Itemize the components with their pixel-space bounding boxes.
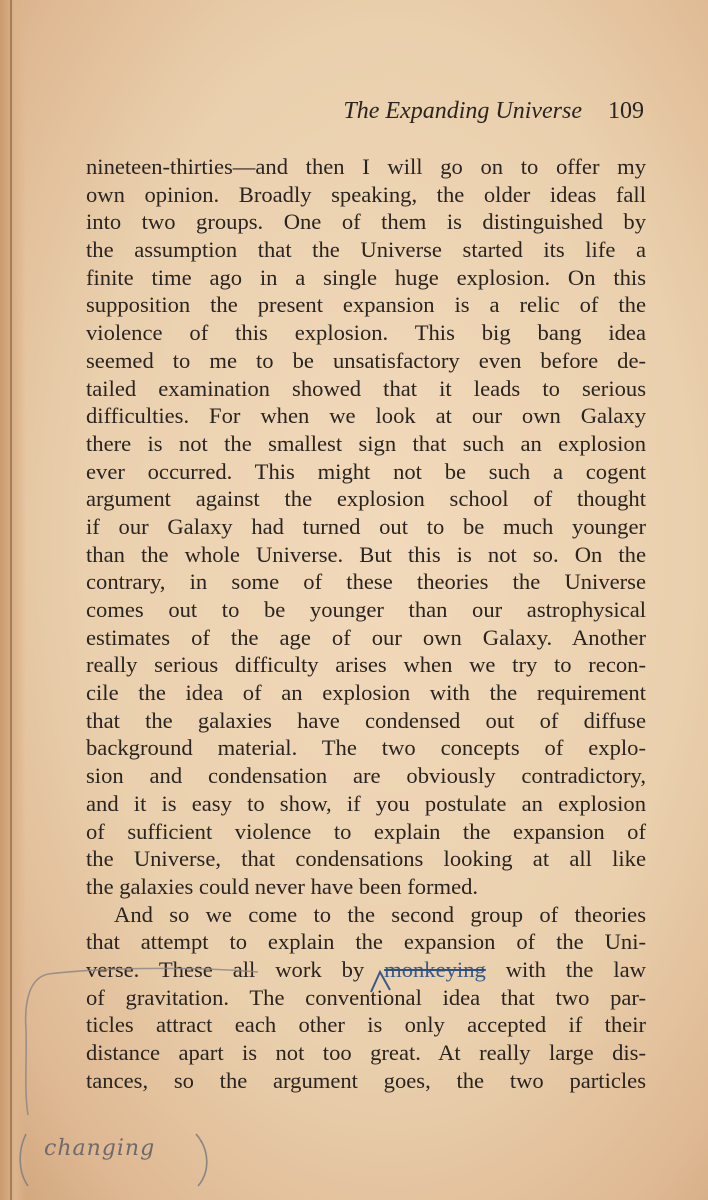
text-line: tances, so the argument goes, the two particles bbox=[86, 1067, 646, 1093]
text-line: that attempt to explain the expansion of the Uni- bbox=[86, 929, 646, 955]
text-line: the assumption that the Universe started its life a bbox=[86, 237, 646, 263]
insertion-caret-mark bbox=[368, 966, 394, 996]
text-line: and it is easy to show, if you postulate an explosion bbox=[86, 790, 646, 816]
text-line: the Universe, that condensations looking at all like bbox=[86, 846, 646, 872]
text-line: that the galaxies have condensed out of diffuse bbox=[86, 707, 646, 733]
text-line: there is not the smallest sign that such an explosion bbox=[86, 430, 646, 456]
struck-word: monkeying bbox=[384, 956, 486, 982]
text-line: difficulties. For when we look at our own Galaxy bbox=[86, 403, 646, 429]
text-line: ticles attract each other is only accepted if their bbox=[86, 1012, 646, 1038]
text-line: sion and condensation are obviously contradictory, bbox=[86, 763, 646, 789]
running-header bbox=[88, 98, 644, 136]
text-line: ever occurred. This might not be such a cogent bbox=[86, 458, 646, 484]
text-line: estimates of the age of our own Galaxy. Another bbox=[86, 624, 646, 650]
handwritten-note: changing bbox=[44, 1136, 156, 1161]
text-line: own opinion. Broadly speaking, the older ideas fall bbox=[86, 181, 646, 207]
text-line: background material. The two concepts of explo- bbox=[86, 735, 646, 761]
page-number: 109 bbox=[608, 98, 644, 124]
text-line: really serious difficulty arises when we try to recon- bbox=[86, 652, 646, 678]
text-line: seemed to me to be unsatisfactory even before de- bbox=[86, 347, 646, 373]
text-line: tailed examination showed that it leads to serious bbox=[86, 375, 646, 401]
text-line: cile the idea of an explosion with the requirement bbox=[86, 680, 646, 706]
text-line: than the whole Universe. But this is not so. On the bbox=[86, 541, 646, 567]
text-line: contrary, in some of these theories the Universe bbox=[86, 569, 646, 595]
text-line: of gravitation. The conventional idea that two par- bbox=[86, 984, 646, 1010]
text-line: argument against the explosion school of thought bbox=[86, 486, 646, 512]
text-line: comes out to be younger than our astrophysical bbox=[86, 597, 646, 622]
text-fragment: with the law bbox=[505, 956, 646, 982]
text-line: violence of this explosion. This big bang idea bbox=[86, 320, 646, 346]
text-line: the galaxies could never have been formed. bbox=[86, 873, 479, 899]
text-line: finite time ago in a single huge explosion. On this bbox=[86, 264, 646, 290]
text-line: of sufficient violence to explain the expansion of bbox=[86, 818, 646, 844]
pencil-margin-bracket bbox=[8, 960, 268, 1120]
body-text bbox=[86, 153, 646, 1094]
text-line: nineteen-thirties—and then I will go on to offer my bbox=[86, 154, 646, 179]
text-fragment: verse. These all work by bbox=[86, 956, 365, 982]
text-line: into two groups. One of them is distinguished by bbox=[86, 209, 646, 235]
text-line: distance apart is not too great. At really large dis- bbox=[86, 1040, 646, 1065]
running-title: The Expanding Universe bbox=[343, 98, 582, 124]
text-line: if our Galaxy had turned out to be much younger bbox=[86, 513, 646, 539]
text-line: supposition the present expansion is a relic of the bbox=[86, 292, 646, 318]
paragraph-start-line: And so we come to the second group of theories bbox=[114, 901, 646, 927]
